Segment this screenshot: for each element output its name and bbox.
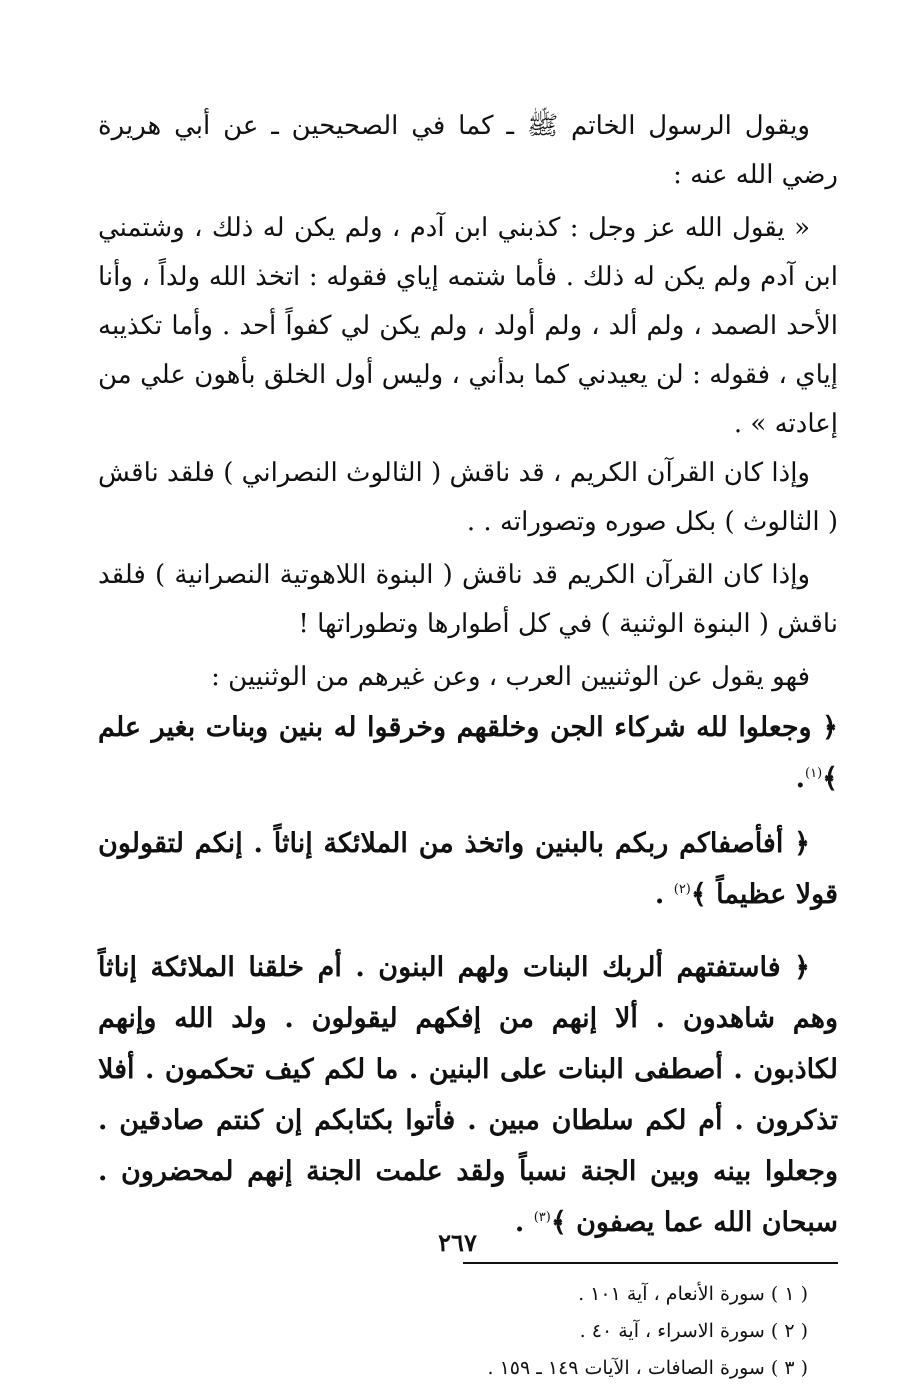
verse-1 — [98, 702, 838, 804]
hadith-quote: « يقول الله عز وجل : كذبني ابن آدم ، ولم يكن له ذلك ، وشتمني ابن آدم ولم يكن له ذلك . فأما شتمه إياي فقوله : اتخذ الله ولداً ، وأنا الأحد الصمد ، ولم ألد ، ولم أولد ، ولم يكن لي كفواً أحد . وأما تكذيبه إياي ، فقوله : لن يعيدني كما بدأني ، وليس أول الخلق بأهون علي من إعادته » . — [98, 213, 838, 439]
verse-2-text: ﴿ أفأصفاكم ربكم بالبنين واتخذ من الملائكة إناثاً . إنكم لتقولون قولا عظيماً ﴾ — [98, 828, 838, 910]
intro-paragraph: ويقول الرسول الخاتم ﷺ ـ كما في الصحيحين ـ عن أبي هريرة رضي الله عنه : — [98, 111, 838, 190]
footnote-divider — [463, 1262, 838, 1264]
verse-2 — [98, 818, 838, 920]
page-number: ٢٦٧ — [438, 1228, 477, 1257]
verse-1-end: . — [795, 763, 806, 794]
page-body — [98, 102, 838, 1387]
sonship-paragraph: وإذا كان القرآن الكريم قد ناقش ( البنوة اللاهوتية النصرانية ) فلقد ناقش ( البنوة الوثنية ) في كل أطوارها وتطوراتها ! — [98, 560, 838, 639]
footnote-1: ( ١ ) سورة الأنعام ، آية ١٠١ . — [578, 1283, 808, 1305]
verse-2-end: . — [654, 879, 674, 910]
verse-3-text: ﴿ فاستفتهم ألربك البنات ولهم البنون . أم خلقنا الملائكة إناثاً وهم شاهدون . ألا إنهم من إفكهم ليقولون . ولد الله وإنهم لكاذبون . أصطفى البنات على البنين . ما لكم كيف تحكمون . أفلا تذكرون . أم لكم سلطان مبين . فأتوا بكتابكم إن كنتم صادقين . وجعلوا بينه وبين الجنة نسباً ولقد علمت الجنة إنهم لمحضرون . سبحان الله عما يصفون ﴾ — [98, 952, 838, 1238]
verse-2-ref: (٢) — [673, 882, 691, 897]
footnote-2: ( ٢ ) سورة الاسراء ، آية ٤٠ . — [579, 1320, 808, 1342]
verse-3-ref: (٣) — [533, 1210, 551, 1225]
verse-3 — [98, 942, 838, 1248]
trinity-paragraph: وإذا كان القرآن الكريم ، قد ناقش ( الثالوث النصراني ) فلقد ناقش ( الثالوث ) بكل صوره وتصوراته . . — [98, 458, 838, 537]
footnote-3: ( ٣ ) سورة الصافات ، الآيات ١٤٩ ـ ١٥٩ . — [487, 1357, 808, 1379]
verse-3-end: . — [514, 1207, 534, 1238]
verse-1-ref: (١) — [805, 766, 823, 781]
pagans-paragraph: فهو يقول عن الوثنيين العرب ، وعن غيرهم من الوثنيين : — [211, 662, 810, 692]
verse-1-text: ﴿ وجعلوا لله شركاء الجن وخلقهم وخرقوا له بنين وبنات بغير علم ﴾ — [98, 712, 838, 794]
